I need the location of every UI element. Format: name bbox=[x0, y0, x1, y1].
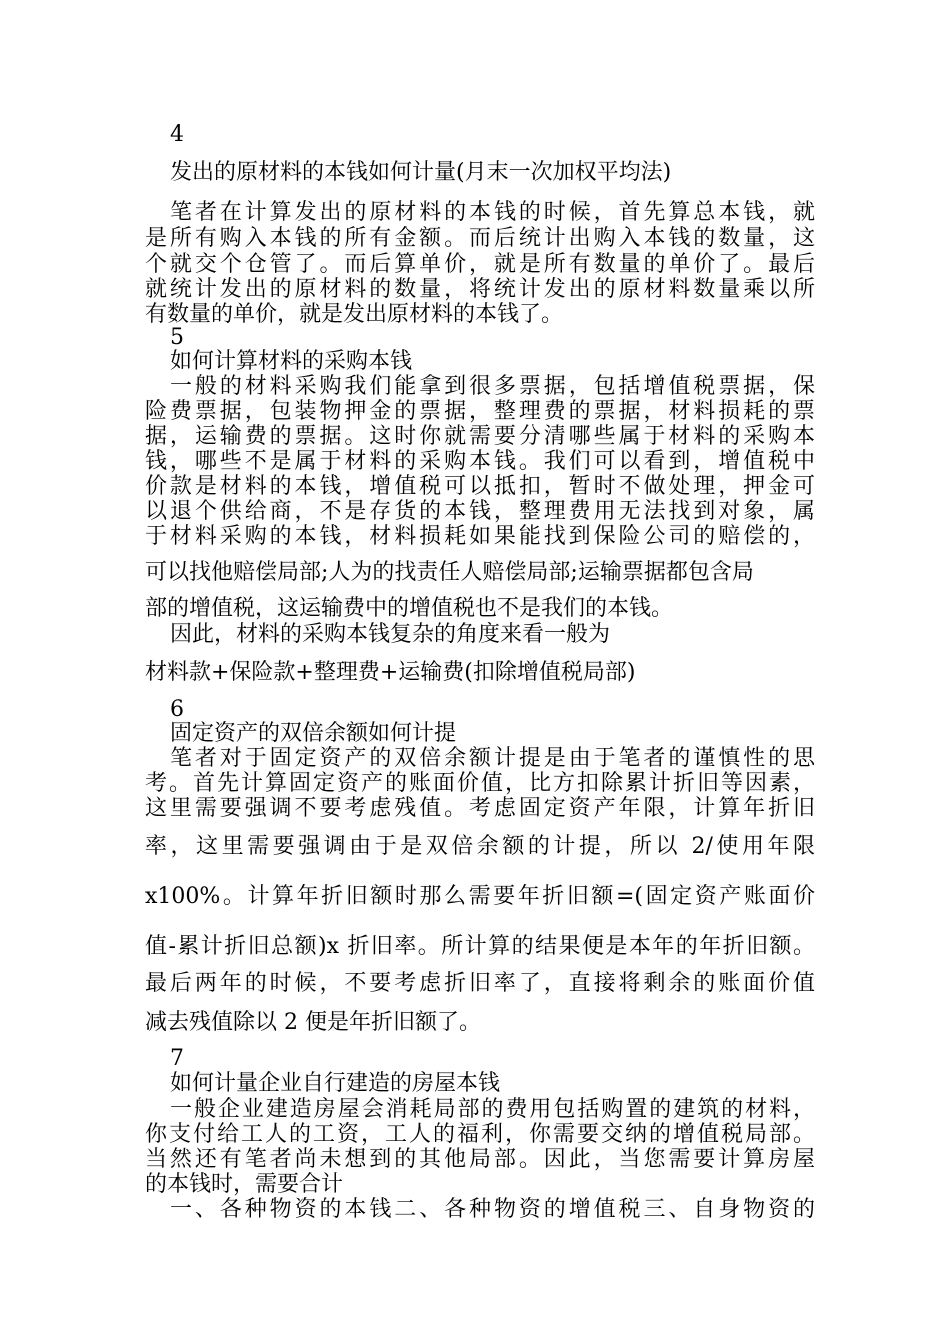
section-number: 7 bbox=[170, 1046, 184, 1071]
paragraph-line: 率，这里需要强调由于是双倍余额的计提，所以 2/使用年限 bbox=[145, 834, 815, 859]
paragraph-line: 考。首先计算固定资产的账面价值，比方扣除累计折旧等因素， bbox=[145, 771, 815, 796]
paragraph-line: 你支付给工人的工资，工人的福利，你需要交纳的增值税局部。 bbox=[145, 1122, 815, 1147]
section-number: 5 bbox=[170, 325, 184, 350]
section-title: 如何计算材料的采购本钱 bbox=[170, 349, 413, 374]
paragraph-line: 有数量的单价，就是发出原材料的本钱了。 bbox=[145, 302, 564, 327]
paragraph-line: 减去残值除以 2 便是年折旧额了。 bbox=[145, 1010, 481, 1035]
paragraph-line: 是所有购入本钱的所有金额。而后统计出购入本钱的数量，这 bbox=[145, 226, 815, 251]
paragraph-line: 值-累计折旧总额)x 折旧率。所计算的结果便是本年的年折旧额。 bbox=[145, 934, 815, 959]
paragraph-line: 钱，哪些不是属于材料的采购本钱。我们可以看到，增值税中 bbox=[145, 449, 815, 474]
paragraph-line: 据，运输费的票据。这时你就需要分清哪些属于材料的采购本 bbox=[145, 424, 815, 449]
section-title: 如何计量企业自行建造的房屋本钱 bbox=[170, 1071, 501, 1096]
paragraph-line: 最后两年的时候，不要考虑折旧率了，直接将剩余的账面价值 bbox=[145, 971, 815, 996]
paragraph-line: 的本钱时，需要合计 bbox=[145, 1172, 344, 1197]
paragraph-line: 价款是材料的本钱，增值税可以抵扣，暂时不做处理，押金可 bbox=[145, 474, 815, 499]
paragraph-line: 当然还有笔者尚未想到的其他局部。因此，当您需要计算房屋 bbox=[145, 1147, 815, 1172]
paragraph-line: 以退个供给商，不是存货的本钱，整理费用无法找到对象，属 bbox=[145, 499, 815, 524]
section-number: 6 bbox=[170, 697, 184, 722]
section-title: 发出的原材料的本钱如何计量(月末一次加权平均法) bbox=[170, 160, 672, 185]
paragraph-line: 一、各种物资的本钱二、各种物资的增值税三、自身物资的 bbox=[170, 1197, 815, 1222]
section-number: 4 bbox=[170, 122, 184, 147]
paragraph-line: 部的增值税，这运输费中的增值税也不是我们的本钱。 bbox=[145, 596, 674, 621]
paragraph-line: 个就交个仓管了。而后算单价，就是所有数量的单价了。最后 bbox=[145, 252, 815, 277]
paragraph-line: 笔者在计算发出的原材料的本钱的时候，首先算总本钱，就 bbox=[170, 200, 815, 225]
paragraph-line: 一般的材料采购我们能拿到很多票据，包括增值税票据，保 bbox=[170, 374, 815, 399]
paragraph-line: 可以找他赔偿局部;人为的找责任人赔偿局部;运输票据都包含局 bbox=[145, 560, 754, 585]
formula-line: 材料款+保险款+整理费+运输费(扣除增值税局部) bbox=[145, 660, 636, 685]
section-title: 固定资产的双倍余额如何计提 bbox=[170, 721, 457, 746]
paragraph-line: 就统计发出的原材料的数量，将统计发出的原材料数量乘以所 bbox=[145, 277, 815, 302]
paragraph-line: 一般企业建造房屋会消耗局部的费用包括购置的建筑的材料， bbox=[170, 1097, 815, 1122]
paragraph-line: 因此，材料的采购本钱复杂的角度来看一般为 bbox=[170, 622, 611, 647]
paragraph-line: 笔者对于固定资产的双倍余额计提是由于笔者的谨慎性的思 bbox=[170, 746, 815, 771]
paragraph-line: x100%。计算年折旧额时那么需要年折旧额=(固定资产账面价 bbox=[145, 884, 815, 909]
paragraph-line: 这里需要强调不要考虑残值。考虑固定资产年限，计算年折旧 bbox=[145, 796, 815, 821]
paragraph-line: 于材料采购的本钱，材料损耗如果能找到保险公司的赔偿的， bbox=[145, 524, 815, 549]
paragraph-line: 险费票据，包装物押金的票据，整理费的票据，材料损耗的票 bbox=[145, 399, 815, 424]
